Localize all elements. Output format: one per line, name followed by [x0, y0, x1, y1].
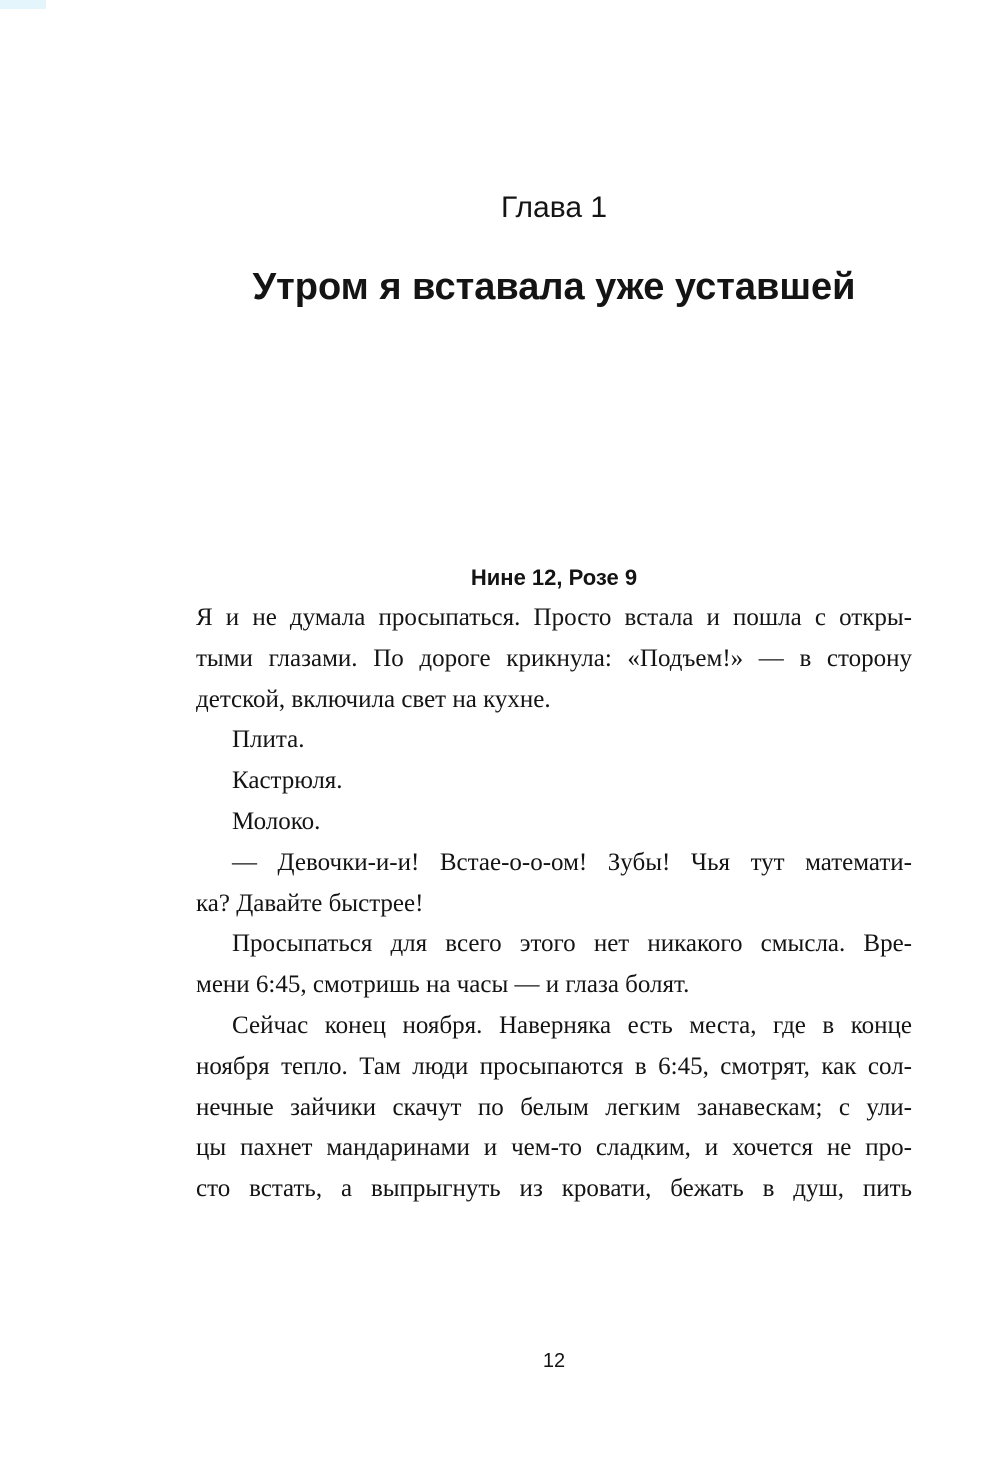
chapter-label: Глава 1	[500, 191, 608, 224]
scan-corner-mark	[0, 0, 46, 9]
text-line: Я и не думала просыпаться. Просто встала и пошла с откры-	[196, 604, 912, 631]
text-line: Кастрюля.	[232, 767, 343, 795]
text-line: ноября тепло. Там люди просыпаются в 6:45, смотрят, как сол-	[196, 1052, 912, 1080]
text-line: мени 6:45, смотришь на часы — и глаза болят.	[196, 971, 690, 999]
text-line: — Девочки-и-и! Встае-о-о-ом! Зубы! Чья тут математи-	[232, 848, 912, 876]
text-line: тыми глазами. По дороге крикнула: «Подъем!» — в сторону	[196, 644, 912, 672]
text-line: ка? Давайте быстрее!	[196, 889, 424, 917]
text-line: Просыпаться для всего этого нет никакого смысла. Вре-	[232, 930, 912, 958]
text-line: сто встать, а выпрыгнуть из кровати, бежать в душ, пить	[196, 1175, 912, 1203]
text-line: детской, включила свет на кухне.	[196, 685, 551, 713]
section-subtitle: Нине 12, Розе 9	[470, 565, 638, 590]
body-text	[196, 598, 912, 1210]
text-line: Молоко.	[232, 807, 321, 835]
text-line: Плита.	[232, 726, 305, 754]
chapter-title: Утром я вставала уже уставшей	[252, 266, 856, 308]
text-line: Сейчас конец ноября. Наверняка есть места, где в конце	[232, 1011, 912, 1039]
page-number: 12	[542, 1350, 566, 1372]
text-line: цы пахнет мандаринами и чем-то сладким, и хочется не про-	[196, 1134, 912, 1162]
text-line: нечные зайчики скачут по белым легким занавескам; с ули-	[196, 1093, 912, 1121]
